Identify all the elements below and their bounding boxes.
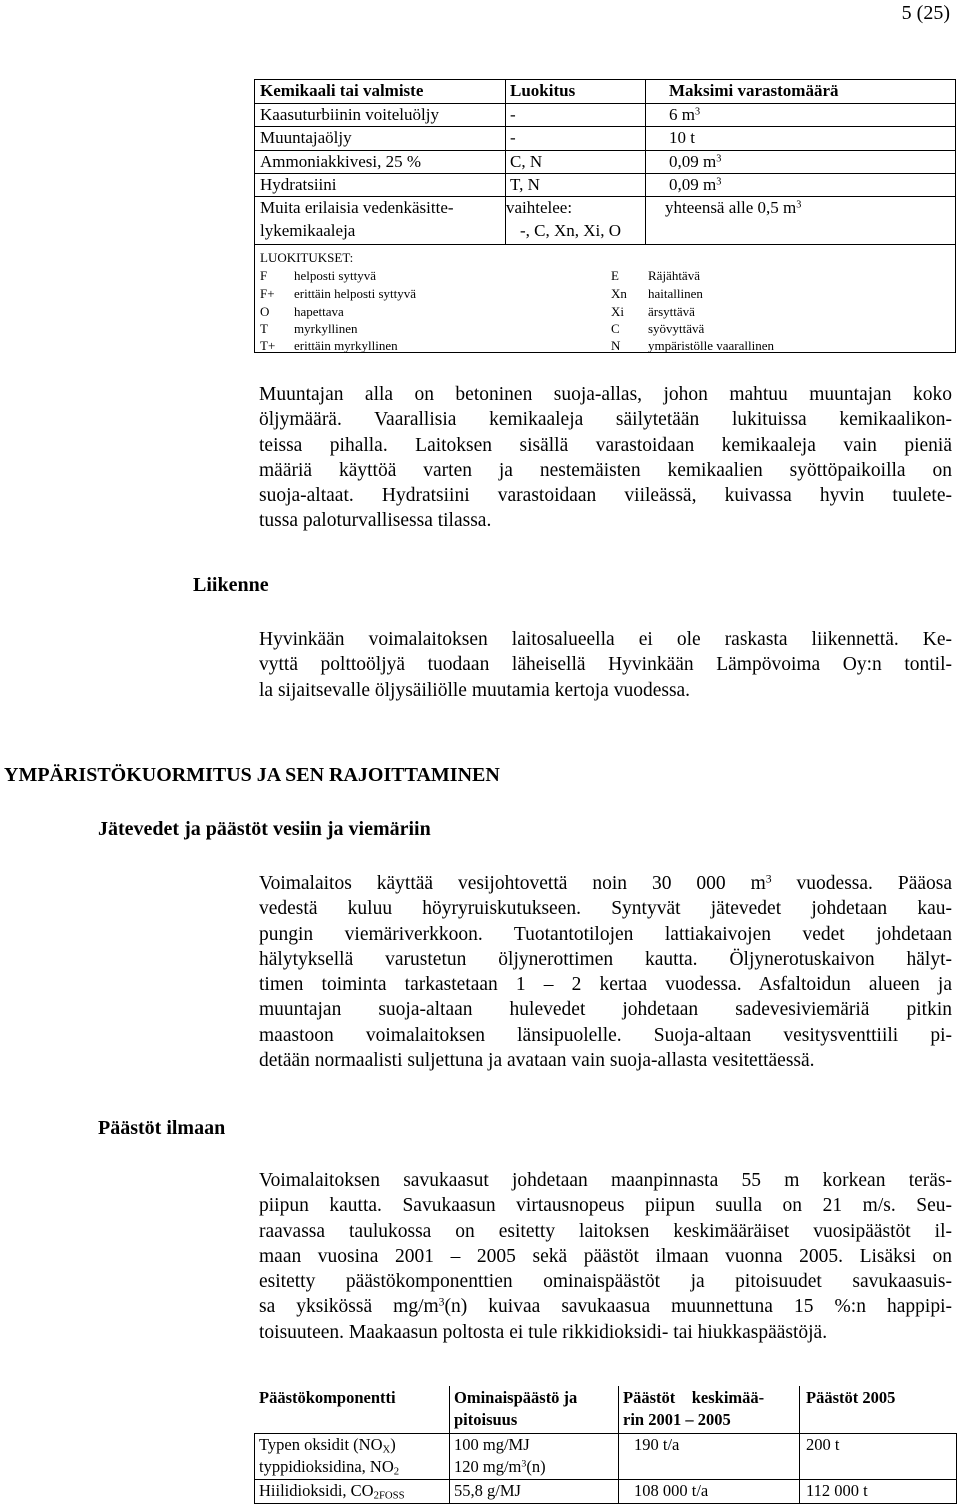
header-2005: Päästöt 2005	[806, 1388, 896, 1407]
page-number: 5 (25)	[901, 2, 950, 24]
table-row-max: 0,09 $m^3$	[669, 175, 722, 194]
table-row-max: yhteensä alle 0,5 $m^3$	[665, 198, 802, 217]
table-row-name: Muuntajaöljy	[260, 128, 352, 147]
paragraph-line: detään normaalisti suljettuna ja avataan vain suoja-allasta vesitettäessä.	[259, 1050, 815, 1072]
paragraph-line: Voimalaitos käyttää vesijohtovettä noin 30 000 $m^3$ vuodessa. Pääosa	[259, 872, 953, 894]
paragraph-line: muuntajan suoja-altaan hulevedet johdetaan sadevesiviemäriä pitkin	[259, 999, 952, 1021]
legend-label: erittäin helposti syttyvä	[294, 286, 417, 301]
legend-title: LUOKITUKSET:	[260, 250, 354, 265]
table-row-class: vaihtelee:	[506, 198, 573, 217]
legend-code: N	[611, 338, 621, 353]
paragraph-line: esitetty päästökomponenttien ominaispäästöt ja pitoisuudet savukaasuis-	[259, 1271, 952, 1293]
legend-code: Xn	[611, 286, 627, 301]
table-row-2005: 200 t	[806, 1435, 840, 1454]
legend-code: T+	[260, 338, 276, 353]
paragraph-line: teissa pihalla. Laitoksen sisällä varastoidaan kemikaaleja vain pieniä	[259, 434, 952, 456]
paragraph-line: toisuuteen. Maakaasun poltosta ei tule rikkidioksidi- tai hiukkaspäästöjä.	[259, 1321, 828, 1343]
table-row-name-cont: lykemikaaleja	[260, 221, 356, 240]
legend-code: O	[260, 304, 270, 319]
legend-label: myrkyllinen	[294, 321, 358, 336]
table-row-component: Typen oksidit $(NO_X)$	[259, 1435, 396, 1456]
paragraph-line: tussa paloturvallisessa tilassa.	[259, 510, 492, 532]
legend-code: C	[611, 321, 620, 336]
paragraph-line: määriä käyttöä varten ja nestemäisten kemikaalien syöttöpaikoilla on	[259, 459, 952, 481]
header-specific-cont: pitoisuus	[454, 1410, 518, 1429]
header-average-cont: rin 2001 – 2005	[623, 1410, 731, 1429]
table-row-specific: 55,8 g/MJ	[454, 1481, 521, 1500]
table-row-name: Muita erilaisia vedenkäsitte-	[260, 198, 454, 217]
chemicals-table	[254, 79, 956, 353]
paragraph-line: sa yksikössä $mg/m^3(n)$ kuivaa savukaasua muunnettuna 15 %:n happipi-	[259, 1296, 952, 1318]
header-average: Päästöt keskimää-	[623, 1388, 765, 1407]
legend-label: ärsyttävä	[648, 304, 695, 319]
table-row-component-cont: typpidioksidina, $NO_2$	[259, 1457, 400, 1478]
table-row-max: 10 t	[669, 128, 695, 147]
paragraph-line: Hyvinkään voimalaitoksen laitosalueella ei ole raskasta liikennettä. Ke-	[259, 629, 952, 650]
legend-code: F	[260, 268, 268, 283]
header-chemical: Kemikaali tai valmiste	[260, 81, 424, 100]
legend-label: haitallinen	[648, 286, 703, 301]
air-heading: Päästöt ilmaan	[98, 1117, 226, 1139]
legend-label: hapettava	[294, 304, 344, 319]
table-row-name: Ammoniakkivesi, 25 %	[260, 152, 422, 171]
table-row-max: 0,09 $m^3$	[669, 152, 722, 171]
table-row-average: 108 000 t/a	[634, 1481, 709, 1500]
paragraph-line: maastoon voimalaitoksen länsipuolelle. Suoja-altaan vesitysventtiili pi-	[259, 1024, 952, 1046]
paragraph-line: timen toiminta tarkastetaan 1 – 2 kertaa vuodessa. Asfaltoidun alueen ja	[259, 974, 952, 996]
legend-label: ympäristölle vaarallinen	[648, 338, 774, 353]
table-row-class: -	[510, 105, 516, 124]
wastewater-heading: Jätevedet ja päästöt vesiin ja viemäriin	[98, 818, 431, 840]
table-row-class: T, N	[510, 175, 540, 194]
table-row-name: Kaasuturbiinin voiteluöljy	[260, 105, 439, 124]
paragraph-line: vedestä kuluu höyryruiskutukseen. Syntyvät jätevedet johdetaan kau-	[259, 898, 952, 920]
table-row-specific-cont: 120 $mg/m^3(n)$	[454, 1457, 546, 1476]
storage-paragraph	[259, 382, 952, 534]
legend-label: erittäin myrkyllinen	[294, 338, 398, 353]
header-classification: Luokitus	[510, 81, 576, 100]
table-row-name: Hydratsiini	[260, 175, 337, 194]
paragraph-line: piipun kautta. Savukaasun virtausnopeus piipun suulla on 21 m/s. Seu-	[259, 1195, 952, 1217]
header-component: Päästökomponentti	[259, 1388, 396, 1407]
traffic-paragraph	[259, 627, 952, 703]
traffic-heading: Liikenne	[193, 574, 269, 596]
legend-label: helposti syttyvä	[294, 268, 376, 283]
legend-code: T	[260, 321, 268, 336]
table-row-class-cont: -, C, Xn, Xi, O	[520, 221, 622, 240]
paragraph-line: vyttä polttoöljyä tuodaan läheisellä Hyvinkään Lämpövoima Oy:n tontil-	[259, 654, 952, 676]
paragraph-line: pungin viemäriverkkoon. Tuotantotilojen lattiakaivojen vedet johdetaan	[259, 923, 952, 945]
wastewater-paragraph	[259, 871, 952, 1073]
table-row-class: -	[510, 128, 516, 147]
header-specific: Ominaispäästö ja	[454, 1388, 578, 1407]
section-title: YMPÄRISTÖKUORMITUS JA SEN RAJOITTAMINEN	[4, 764, 500, 786]
paragraph-line: raavassa taulukossa on esitetty laitoksen keskimääräiset vuosipäästöt il-	[259, 1220, 952, 1242]
table-row-max: 6 $m^3$	[669, 105, 701, 124]
paragraph-line: Voimalaitoksen savukaasut johdetaan maanpinnasta 55 m korkean teräs-	[259, 1170, 952, 1191]
table-row-average: 190 t/a	[634, 1435, 680, 1454]
table-row-component: Hiilidioksidi, $CO_{2FOSS}$	[259, 1481, 405, 1502]
emissions-table	[254, 1386, 957, 1504]
paragraph-line: öljymäärä. Vaarallisia kemikaaleja säilytetään lukituissa kemikaalikon-	[259, 409, 952, 431]
paragraph-line: la sijaitsevalle öljysäiliölle muutamia kertoja vuodessa.	[259, 679, 691, 701]
table-row-class: C, N	[510, 152, 543, 171]
legend-code: F+	[260, 286, 275, 301]
paragraph-line: Muuntajan alla on betoninen suoja-allas, johon mahtuu muuntajan koko	[259, 384, 952, 405]
table-row-2005: 112 000 t	[806, 1481, 868, 1500]
legend-code: Xi	[611, 304, 624, 319]
paragraph-line: suoja-altaat. Hydratsiini varastoidaan viileässä, kuivassa hyvin tuulete-	[259, 485, 952, 507]
paragraph-line: maan vuosina 2001 – 2005 sekä päästöt ilmaan vuonna 2005. Lisäksi on	[259, 1245, 952, 1267]
paragraph-line: hälytyksellä varustetun öljynerottimen kautta. Öljynerotuskaivon hälyt-	[259, 948, 952, 970]
header-max-storage: Maksimi varastomäärä	[669, 81, 839, 100]
legend-label: Räjähtävä	[648, 268, 700, 283]
air-paragraph	[259, 1168, 952, 1345]
legend-label: syövyttävä	[648, 321, 705, 336]
table-row-specific: 100 mg/MJ	[454, 1435, 530, 1454]
legend-code: E	[611, 268, 619, 283]
